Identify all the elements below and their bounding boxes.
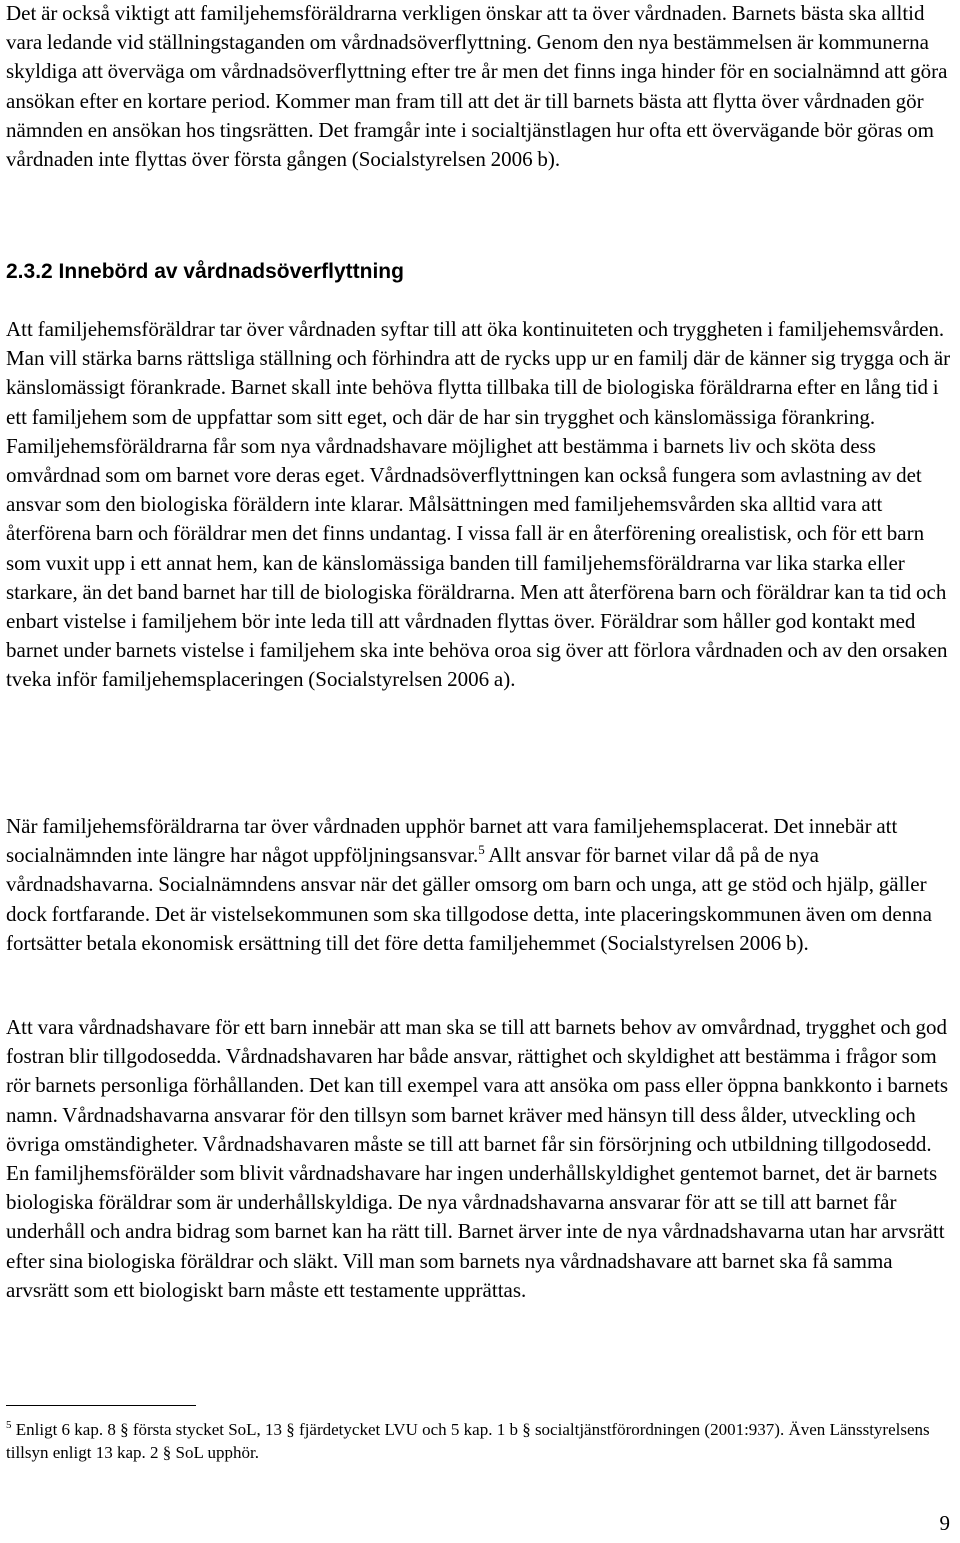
footnote-text: Enligt 6 kap. 8 § första stycket SoL, 13 § fjärdetycket LVU och 5 kap. 1 b § socialtjänstförordningen (2001:937). Även Länsstyrelsens tillsyn enligt 13 kap. 2 § SoL upphör. <box>6 1420 930 1462</box>
footnote <box>6 1418 956 1464</box>
body-paragraph-1: Att familjehemsföräldrar tar över vårdnaden syftar till att öka kontinuiteten och tryggheten i familjehemsvården. Man vill stärka barns rättsliga ställning och förhindra att de rycks upp ur en familj där de känner sig trygga och är känslomässigt förankrade. Barnet skall inte behöva flytta tillbaka till de biologiska föräldrarna efter en lång tid i ett familjehem som de uppfattar som sitt eget, och där de har sin trygghet och känslomässiga förankring. Familjehemsföräldrarna får som nya vårdnadshavare möjlighet att bestämma i barnets liv och sköta dess omvårdnad som om barnet vore deras eget. Vårdnadsöverflyttningen kan också fungera som avlastning av det ansvar som den biologiska föräldern inte klarar. Målsättningen med familjehemsvården ska alltid vara att återförena barn och föräldrar men det finns undantag. I vissa fall är en återförening orealistisk, och för ett barn som vuxit upp i ett annat hem, kan de känslomässiga banden till familjehemsföräldrarna var lika starka eller starkare, än det band barnet har till de biologiska föräldrarna. Men att återförena barn och föräldrar kan ta tid och enbart vistelse i familjehem bör inte leda till att vårdnaden flyttas över. Föräldrar som håller god kontakt med barnet under barnets vistelse i familjehem ska inte behöva oroa sig över att förlora vårdnaden och av den orsaken tveka inför familjehemsplaceringen (Socialstyrelsen 2006 a). <box>6 317 951 692</box>
paragraph-2-text-after-reference: Allt ansvar för barnet vilar då på de nya vårdnadshavarna. Socialnämndens ansvar när det gäller omsorg om barn och unga, att ge stöd och hjälp, gäller dock fortfarande. Det är vistelsekommunen som ska tillgodose detta, inte placeringskommunen även om denna fortsätter betala ekonomisk ersättning till det före detta familjehemmet (Socialstyrelsen 2006 b). <box>6 843 932 955</box>
footnote-reference: 5 <box>478 842 485 858</box>
intro-paragraph: Det är också viktigt att familjehemsföräldrarna verkligen önskar att ta över vårdnaden. Barnets bästa ska alltid vara ledande vid ställningstaganden om vårdnadsöverflyttning. Genom den nya bestämmelsen är kommunerna skyldiga att överväga om vårdnadsöverflyttning efter tre år men det finns inga hinder för en socialnämnd att göra ansökan efter en kortare period. Kommer man fram till att det är till barnets bästa att flytta över vårdnaden gör nämnden en ansökan hos tingsrätten. Det framgår inte i socialtjänstlagen hur ofta ett övervägande bör göras om vårdnaden inte flyttas över första gången (Socialstyrelsen 2006 b). <box>6 1 948 172</box>
footnote-marker: 5 <box>6 1419 12 1431</box>
section-heading: 2.3.2 Innebörd av vårdnadsöverflyttning <box>6 260 404 283</box>
body-paragraph-3: Att vara vårdnadshavare för ett barn innebär att man ska se till att barnets behov av omvårdnad, trygghet och god fostran blir tillgodosedda. Vårdnadshavaren har både ansvar, rättighet och skyldighet att bestämma i frågor som rör barnets personliga förhållanden. Det kan till exempel vara att ansöka om pass eller öppna bankkonto i barnets namn. Vårdnadshavarna ansvarar för den tillsyn som barnet kräver med hänsyn till dess ålder, utveckling och övriga omständigheter. Vårdnadshavaren måste se till att barnet får sin försörjning och utbildning tillgodosedd. En familjhemsförälder som blivit vårdnadshavare har ingen underhållskyldighet gentemot barnet, det är barnets biologiska föräldrar som är underhållskyldiga. De nya vårdnadshavarna ansvarar för att se till att barnet får underhåll och andra bidrag som barnet kan ha rätt till. Barnet ärver inte de nya vårdnadshavarna utan har arvsrätt efter sina biologiska föräldrar och släkt. Vill man som barnets nya vårdnadshavare att barnet ska få samma arvsrätt som ett biologiskt barn måste ett testamente upprättas. <box>6 1015 949 1302</box>
footnote-separator <box>6 1405 196 1406</box>
body-paragraph-2 <box>6 812 956 958</box>
page-number: 9 <box>939 1511 950 1535</box>
paragraph-2-text-before-reference: När familjehemsföräldrarna tar över vårdnaden upphör barnet att vara familjehemsplacerat. Det innebär att socialnämnden inte längre har något uppföljningsansvar. <box>6 814 898 868</box>
